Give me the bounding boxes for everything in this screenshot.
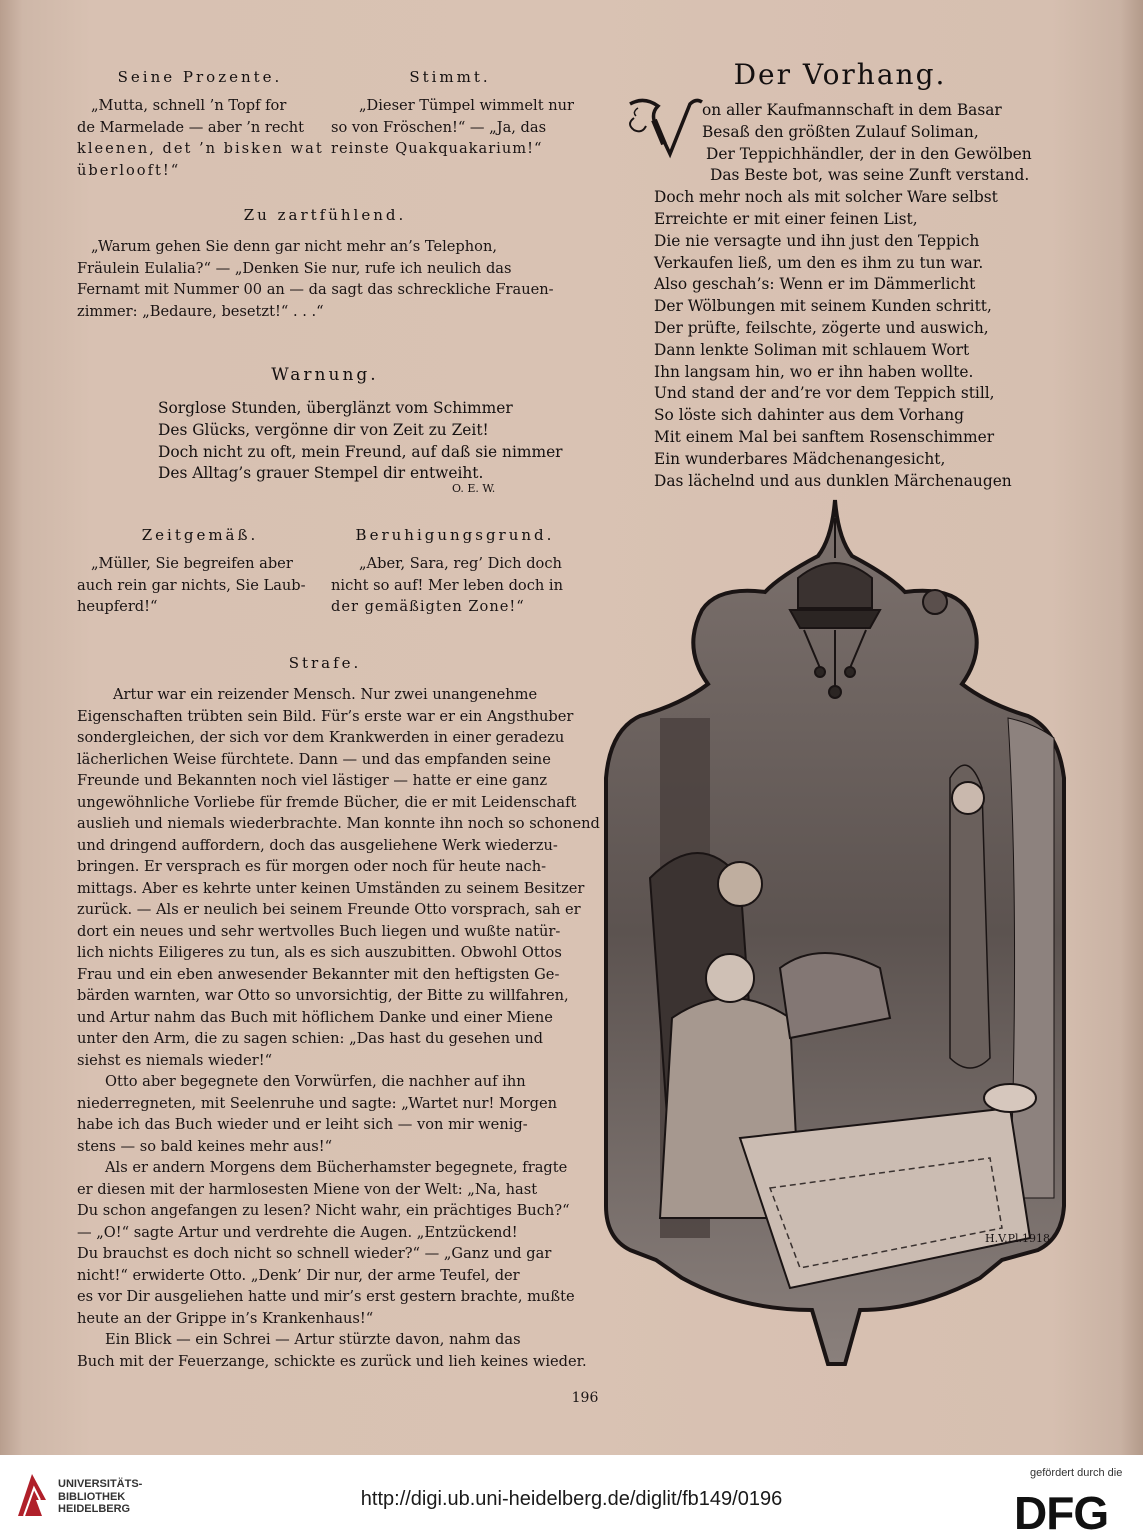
text-line: bringen. Er versprach es für morgen oder noch für heute nach- bbox=[77, 858, 547, 875]
curtain bbox=[1008, 718, 1054, 1198]
poem-line: Und stand der and’re vor dem Teppich still, bbox=[654, 384, 995, 403]
source-url-link[interactable]: http://digi.ub.uni-heidelberg.de/diglit/fb149/0196 bbox=[360, 1488, 783, 1510]
text-line: „Aber, Sara, reg’ Dich doch bbox=[359, 555, 562, 572]
text-zu-zartfuehlend bbox=[77, 236, 567, 322]
poem-line: Dann lenkte Soliman mit schlauem Wort bbox=[654, 340, 970, 359]
illustration-bazaar-scene bbox=[590, 498, 1080, 1388]
library-line: BIBLIOTHEK bbox=[58, 1490, 126, 1503]
text-line: Buch mit der Feuerzange, schickte es zurück und lieh keines wieder. bbox=[77, 1352, 587, 1370]
text-line: zurück. — Als er neulich bei seinem Freunde Otto vorsprach, sah er bbox=[77, 901, 581, 918]
text-line: zimmer: „Bedaure, besetzt!“ . . .“ bbox=[77, 302, 324, 320]
heading-zeitgemaess: Zeitgemäß. bbox=[141, 526, 259, 544]
text-line: nicht so auf! Mer leben doch in bbox=[331, 576, 563, 594]
text-line: und Artur nahm das Buch mit höflichem Danke und einer Miene bbox=[77, 1008, 553, 1026]
poem-line: Des Glücks, vergönne dir von Zeit zu Zeit! bbox=[158, 420, 489, 439]
text-line: kleenen, det ’n bisken wat bbox=[77, 140, 324, 157]
library-line: UNIVERSITÄTS- bbox=[58, 1478, 143, 1490]
poem-line: Verkaufen ließ, um den es ihm zu tun war. bbox=[654, 253, 984, 272]
heading-strafe: Strafe. bbox=[288, 654, 362, 672]
text-line: Fräulein Eulalia?“ — „Denken Sie nur, rufe ich neulich das bbox=[77, 259, 512, 277]
text-line: „Dieser Tümpel wimmelt nur bbox=[359, 97, 574, 114]
text-line: „Müller, Sie begreifen aber bbox=[91, 555, 293, 572]
text-line: er diesen mit der harmlosesten Miene von der Welt: „Na, hast bbox=[77, 1180, 538, 1198]
text-line: ungewöhnliche Vorliebe für fremde Bücher, die er mit Leidenschaft bbox=[77, 793, 577, 811]
library-line: HEIDELBERG bbox=[58, 1503, 131, 1515]
poem-line: Doch mehr noch als mit solcher Ware selbst bbox=[654, 188, 998, 207]
text-line: „Warum gehen Sie denn gar nicht mehr an’s Telephon, bbox=[91, 238, 497, 255]
text-stimmt bbox=[331, 95, 574, 160]
poem-line: Der Wölbungen mit seinem Kunden schritt, bbox=[654, 297, 992, 316]
funder-label: gefördert durch die bbox=[1030, 1467, 1123, 1479]
text-line: nicht!“ erwiderte Otto. „Denk’ Dir nur, der arme Teufel, der bbox=[77, 1266, 520, 1284]
signature-oew: O. E. W. bbox=[452, 482, 496, 495]
text-line: heute an der Grippe in’s Krankenhaus!“ bbox=[77, 1309, 374, 1327]
text-line: überlooft!“ bbox=[77, 161, 181, 179]
text-line: lich nichts Eiligeres zu tun, als es sich auszubitten. Obwohl Ottos bbox=[77, 944, 562, 961]
text-line: auslieh und niemals wiederbrachte. Man konnte ihn noch so schonend bbox=[77, 815, 600, 832]
poem-line: Besaß den größten Zulauf Soliman, bbox=[702, 122, 979, 141]
text-line: de Marmelade — aber ’n recht bbox=[77, 118, 304, 136]
poem-line: Die nie versagte und ihn just den Teppich bbox=[654, 231, 980, 250]
text-line: Du schon angefangen zu lesen? Nicht wahr, ein prächtiges Buch?“ bbox=[77, 1202, 570, 1219]
text-line: auch rein gar nichts, Sie Laub- bbox=[77, 576, 306, 594]
text-line: habe ich das Buch wieder und er leiht sich — von mir wenig- bbox=[77, 1116, 528, 1133]
text-line: und dringend auffordern, doch das ausgeliehene Werk wiederzu- bbox=[77, 836, 558, 854]
heading-seine-prozente: Seine Prozente. bbox=[117, 68, 283, 86]
text-line: Artur war ein reizender Mensch. Nur zwei unangenehme bbox=[113, 686, 538, 703]
story-strafe bbox=[77, 684, 600, 1372]
text-zeitgemaess bbox=[77, 553, 313, 618]
poem-line: Das Beste bot, was seine Zunft verstand. bbox=[710, 166, 1030, 185]
illustration-signature: H.V.Pl.1918 bbox=[985, 1232, 1051, 1245]
text-line: es vor Dir ausgeliehen hatte und mir’s erst gestern brachte, mußte bbox=[77, 1288, 575, 1305]
text-line: sondergleichen, der sich vor dem Krankwerden in einer geradezu bbox=[77, 729, 565, 746]
customer-turban bbox=[706, 954, 754, 1002]
text-line: siehst es niemals wieder!“ bbox=[77, 1051, 273, 1069]
rolled-carpet bbox=[984, 1084, 1036, 1112]
text-line: Otto aber begegnete den Vorwürfen, die nachher auf ihn bbox=[105, 1073, 526, 1090]
poem-line: Mit einem Mal bei sanftem Rosenschimmer bbox=[654, 427, 995, 446]
poem-der-vorhang bbox=[654, 100, 1032, 492]
ornament-medallion bbox=[923, 590, 947, 614]
text-line: Du brauchst es doch nicht so schnell wieder?“ — „Ganz und gar bbox=[77, 1245, 552, 1262]
poem-line: Doch nicht zu oft, mein Freund, auf daß sie nimmer bbox=[158, 442, 563, 461]
text-line: lächerlichen Weise fürchtete. Dann — und das empfanden seine bbox=[77, 750, 551, 768]
poem-line: So löste sich dahinter aus dem Vorhang bbox=[654, 406, 965, 425]
poem-line: Also geschah’s: Wenn er im Dämmerlicht bbox=[654, 275, 976, 294]
text-line: dort ein neues und sehr wertvolles Buch liegen und wußte natür- bbox=[77, 922, 561, 940]
text-line: so von Fröschen!“ — „Ja, das bbox=[331, 118, 547, 136]
dfg-logo: DFG bbox=[1014, 1487, 1109, 1539]
poem-line: Erreichte er mit einer feinen List, bbox=[654, 209, 918, 228]
text-line: heupferd!“ bbox=[77, 598, 158, 615]
page-number: 196 bbox=[571, 1390, 599, 1406]
text-line: der gemäßigten Zone!“ bbox=[331, 598, 525, 615]
text-line: bärden warnten, war Otto so unvorsichtig, der Bitte zu willfahren, bbox=[77, 987, 569, 1004]
poem-line: Ein wunderbares Mädchenangesicht, bbox=[654, 449, 946, 468]
text-line: Als er andern Morgens dem Bücherhamster begegnete, fragte bbox=[105, 1159, 568, 1176]
heading-warnung: Warnung. bbox=[271, 365, 379, 385]
heading-stimmt: Stimmt. bbox=[409, 68, 491, 86]
heading-zu-zartfuehlend: Zu zartfühlend. bbox=[243, 206, 407, 224]
poem-line: Das lächelnd und aus dunklen Märchenaugen bbox=[654, 471, 1012, 490]
text-line: Freunde und Bekannten noch viel lästiger — hatte er eine ganz bbox=[77, 772, 548, 789]
poem-line: Ihn langsam hin, wo er ihn haben wollte. bbox=[654, 362, 974, 381]
text-line: Eigenschaften trübten sein Bild. Für’s erste war er ein Angsthuber bbox=[77, 707, 574, 725]
text-line: reinste Quakquakarium!“ bbox=[331, 140, 543, 157]
text-line: — „O!“ sagte Artur und verdrehte die Augen. „Entzückend! bbox=[77, 1223, 518, 1241]
text-line: „Mutta, schnell ’n Topf for bbox=[91, 97, 287, 114]
text-seine-prozente bbox=[77, 95, 324, 181]
poem-line: Sorglose Stunden, überglänzt vom Schimmer bbox=[158, 399, 513, 417]
text-beruhigungsgrund bbox=[331, 553, 571, 618]
text-line: unter den Arm, die zu sagen schien: „Das hast du gesehen und bbox=[77, 1030, 543, 1047]
poem-line: on aller Kaufmannschaft in dem Basar bbox=[702, 101, 1002, 119]
poem-line: Des Alltag’s grauer Stempel dir entweiht. bbox=[158, 464, 484, 483]
poem-line: Der prüfte, feilschte, zögerte und auswich, bbox=[654, 318, 989, 337]
text-line: stens — so bald keines mehr aus!“ bbox=[77, 1137, 333, 1155]
text-line: Fernamt mit Nummer 00 an — da sagt das schreckliche Frauen- bbox=[77, 281, 554, 298]
poem-line: Der Teppichhändler, der in den Gewölben bbox=[706, 144, 1032, 163]
woman-head bbox=[952, 782, 984, 814]
poem-title: Der Vorhang. bbox=[733, 58, 947, 91]
poem-warnung bbox=[158, 398, 563, 485]
text-line: Frau und ein eben anwesender Bekannter mit den heftigsten Ge- bbox=[77, 965, 560, 983]
merchant-head bbox=[718, 862, 762, 906]
text-line: Ein Blick — ein Schrei — Artur stürzte davon, nahm das bbox=[105, 1331, 521, 1348]
heading-beruhigungsgrund: Beruhigungsgrund. bbox=[355, 526, 555, 544]
text-line: mittags. Aber es kehrte unter keinen Umständen zu seinem Besitzer bbox=[77, 879, 585, 897]
text-line: niederregneten, mit Seelenruhe und sagte: „Wartet nur! Morgen bbox=[77, 1094, 558, 1112]
